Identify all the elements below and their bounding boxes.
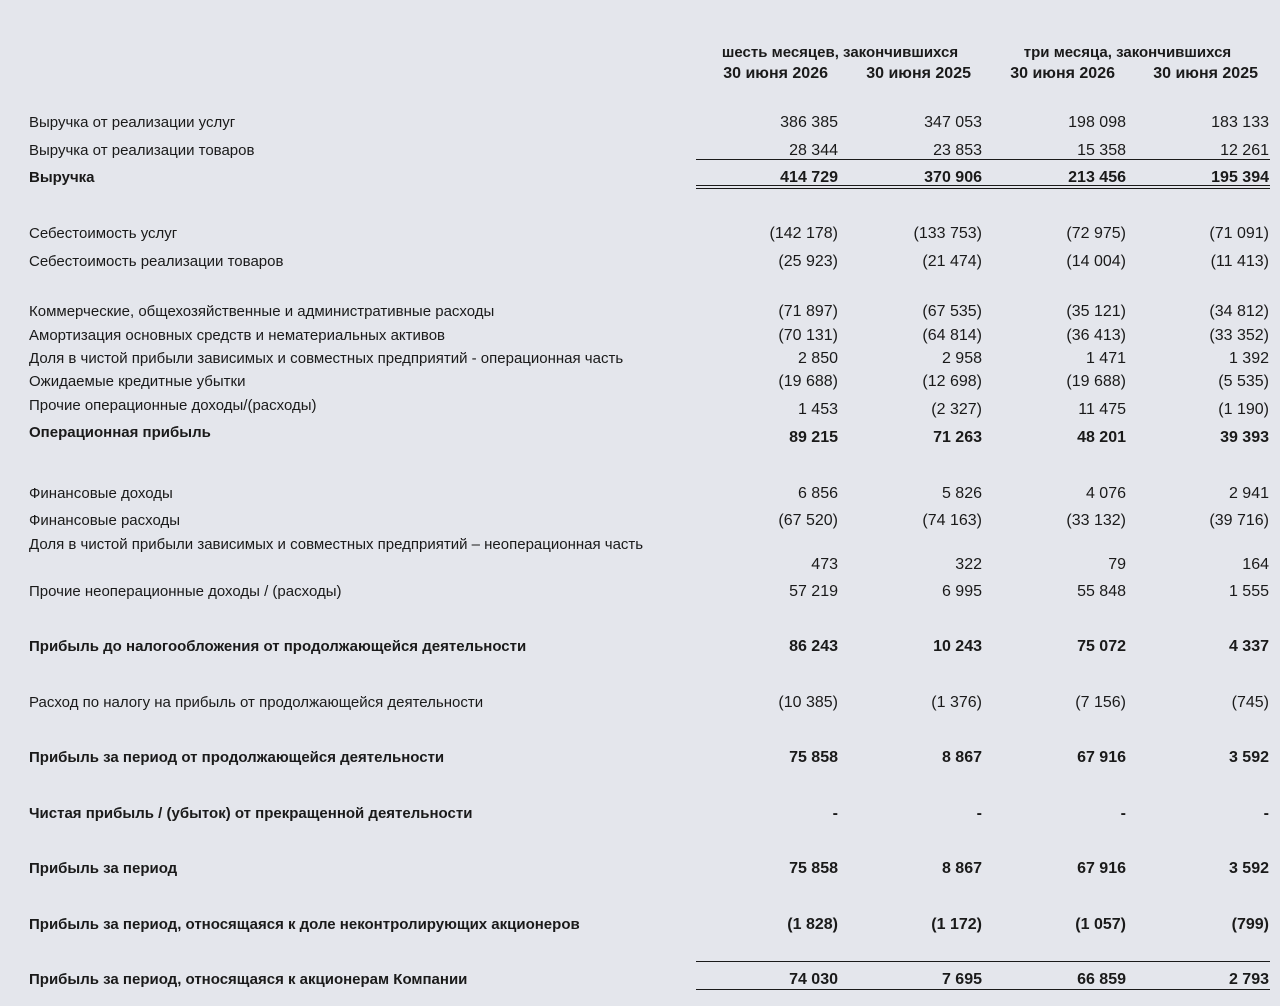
row-value: 414 729 <box>780 169 838 186</box>
row-value: 2 793 <box>1228 971 1269 988</box>
row-value: (35 121) <box>1066 303 1126 320</box>
column-header-3m-2025: 30 июня 2025 <box>1153 65 1258 82</box>
row-value: (21 474) <box>922 253 982 270</box>
row-value: 1 453 <box>797 401 838 418</box>
row-value: 75 072 <box>1077 638 1126 655</box>
row-value: 3 592 <box>1228 860 1269 877</box>
row-value: (2 327) <box>931 401 982 418</box>
row-value: (25 923) <box>778 253 838 270</box>
row-value: (14 004) <box>1066 253 1126 270</box>
row-value: (1 828) <box>787 916 838 933</box>
row-value: (19 688) <box>1066 373 1126 390</box>
row-label: Прочие неоперационные доходы / (расходы) <box>29 583 342 600</box>
row-value: (10 385) <box>778 694 838 711</box>
row-value: 2 958 <box>941 350 982 367</box>
row-label: Прочие операционные доходы/(расходы) <box>29 397 317 414</box>
row-value: 8 867 <box>941 749 982 766</box>
row-value: 198 098 <box>1068 114 1126 131</box>
row-value: 71 263 <box>933 429 982 446</box>
row-value: 12 261 <box>1220 142 1269 159</box>
row-label: Финансовые расходы <box>29 512 181 529</box>
row-value: 183 133 <box>1211 114 1269 131</box>
row-value: - <box>1263 805 1269 822</box>
row-value: 57 219 <box>789 583 838 600</box>
row-value: 6 995 <box>941 583 982 600</box>
row-value: 79 <box>1108 556 1126 573</box>
row-value: 66 859 <box>1077 971 1126 988</box>
header-group-six-months: шесть месяцев, закончившихся <box>721 44 959 61</box>
header-group-three-months: три месяца, закончившихся <box>1023 44 1232 61</box>
row-value: (67 535) <box>922 303 982 320</box>
row-value: - <box>1120 805 1126 822</box>
row-value: (11 413) <box>1210 253 1269 270</box>
row-value: (1 376) <box>931 694 982 711</box>
row-value: (5 535) <box>1218 373 1269 390</box>
row-value: 39 393 <box>1220 429 1269 446</box>
row-value: (70 131) <box>778 327 838 344</box>
row-value: 4 076 <box>1085 485 1126 502</box>
row-value: 86 243 <box>789 638 838 655</box>
row-label: Прибыль до налогообложения от продолжающейся деятельности <box>29 638 527 655</box>
row-label: Выручка от реализации услуг <box>29 114 236 131</box>
row-value: (7 156) <box>1075 694 1126 711</box>
row-label: Прибыль за период от продолжающейся деятельности <box>29 749 445 766</box>
row-value: (39 716) <box>1209 512 1269 529</box>
row-value: (33 352) <box>1209 327 1269 344</box>
row-value: (74 163) <box>922 512 982 529</box>
row-value: 7 695 <box>941 971 982 988</box>
row-value: 322 <box>955 556 982 573</box>
row-value: (72 975) <box>1066 225 1126 242</box>
row-value: 48 201 <box>1077 429 1126 446</box>
row-value: 6 856 <box>797 485 838 502</box>
row-label: Финансовые доходы <box>29 485 173 502</box>
row-value: (142 178) <box>769 225 838 242</box>
row-value: 11 475 <box>1078 401 1126 418</box>
row-value: 55 848 <box>1077 583 1126 600</box>
final-top-rule <box>696 961 1270 962</box>
row-label: Прибыль за период <box>29 860 178 877</box>
row-label: Прибыль за период, относящаяся к доле неконтролирующих акционеров <box>29 916 580 933</box>
row-value: 8 867 <box>941 860 982 877</box>
row-value: (1 172) <box>931 916 982 933</box>
row-value: (745) <box>1231 694 1269 711</box>
row-value: (64 814) <box>922 327 982 344</box>
row-label: Себестоимость услуг <box>29 225 178 242</box>
row-value: 1 392 <box>1228 350 1269 367</box>
row-label: Операционная прибыль <box>29 424 211 441</box>
row-value: 5 826 <box>941 485 982 502</box>
row-value: (133 753) <box>913 225 982 242</box>
row-value: 386 385 <box>780 114 838 131</box>
row-value: 89 215 <box>789 429 838 446</box>
row-value: 370 906 <box>924 169 982 186</box>
row-label: Коммерческие, общехозяйственные и административные расходы <box>29 303 495 320</box>
row-value: - <box>976 805 982 822</box>
row-value: (67 520) <box>778 512 838 529</box>
row-value: 213 456 <box>1068 169 1126 186</box>
column-header-6m-2025: 30 июня 2025 <box>866 65 971 82</box>
row-value: 1 471 <box>1085 350 1126 367</box>
row-value: 4 337 <box>1228 638 1269 655</box>
row-label: Себестоимость реализации товаров <box>29 253 284 270</box>
row-value: 347 053 <box>924 114 982 131</box>
row-value: (71 897) <box>778 303 838 320</box>
row-label: Ожидаемые кредитные убытки <box>29 373 246 390</box>
row-label: Чистая прибыль / (убыток) от прекращенной деятельности <box>29 805 473 822</box>
row-value: 473 <box>811 556 838 573</box>
row-value: (799) <box>1231 916 1269 933</box>
row-value: 75 858 <box>789 749 838 766</box>
final-bottom-rule <box>696 989 1270 990</box>
row-label: Выручка от реализации товаров <box>29 142 255 159</box>
column-header-6m-2026: 30 июня 2026 <box>723 65 828 82</box>
row-value: (71 091) <box>1209 225 1269 242</box>
row-value: 2 850 <box>797 350 838 367</box>
row-value: 3 592 <box>1228 749 1269 766</box>
row-value: 67 916 <box>1077 860 1126 877</box>
row-value: 195 394 <box>1211 169 1269 186</box>
row-value: 28 344 <box>789 142 838 159</box>
row-label: Доля в чистой прибыли зависимых и совместных предприятий – неоперационная часть <box>29 536 644 553</box>
row-value: - <box>832 805 838 822</box>
row-value: (1 057) <box>1075 916 1126 933</box>
row-value: 23 853 <box>933 142 982 159</box>
column-header-3m-2026: 30 июня 2026 <box>1010 65 1115 82</box>
row-value: 67 916 <box>1077 749 1126 766</box>
row-value: 75 858 <box>789 860 838 877</box>
row-label: Расход по налогу на прибыль от продолжающейся деятельности <box>29 694 484 711</box>
row-label: Амортизация основных средств и нематериальных активов <box>29 327 446 344</box>
revenue-double-rule <box>696 185 1270 189</box>
row-value: (1 190) <box>1218 401 1269 418</box>
row-value: 2 941 <box>1228 485 1269 502</box>
subtotal-rule <box>696 159 1270 160</box>
row-value: 74 030 <box>789 971 838 988</box>
row-label: Прибыль за период, относящаяся к акционерам Компании <box>29 971 468 988</box>
row-value: 164 <box>1242 556 1269 573</box>
row-label: Выручка <box>29 169 95 186</box>
row-value: 10 243 <box>933 638 982 655</box>
row-value: 15 358 <box>1077 142 1126 159</box>
row-value: (19 688) <box>778 373 838 390</box>
row-value: (34 812) <box>1209 303 1269 320</box>
row-value: 1 555 <box>1228 583 1269 600</box>
row-value: (33 132) <box>1066 512 1126 529</box>
row-value: (36 413) <box>1066 327 1126 344</box>
row-value: (12 698) <box>922 373 982 390</box>
row-label: Доля в чистой прибыли зависимых и совместных предприятий - операционная часть <box>29 350 624 367</box>
